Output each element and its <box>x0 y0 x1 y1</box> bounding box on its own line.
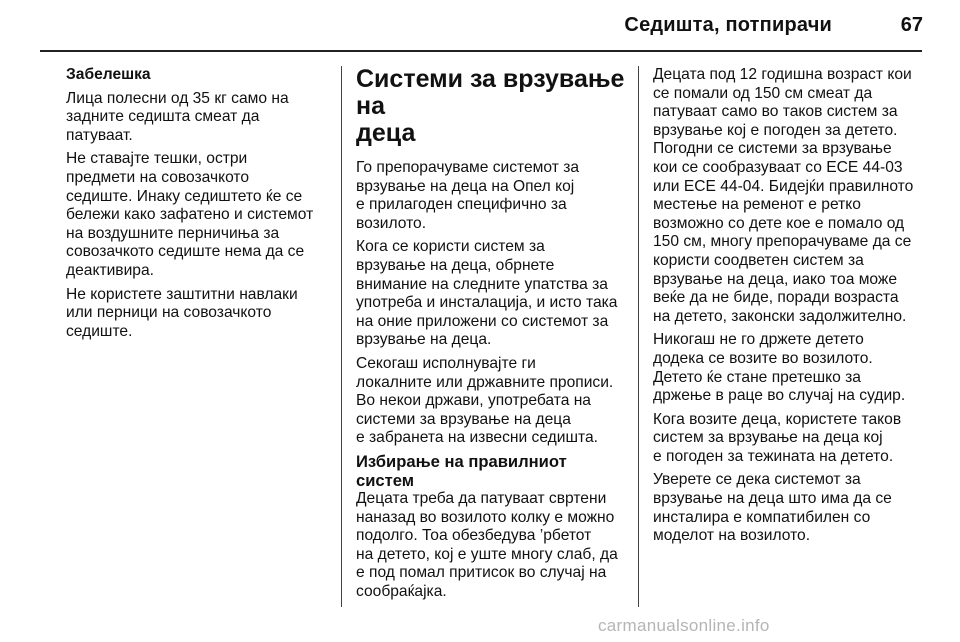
body-paragraph: Кога се користи систем за врзување на деца, обрнете внимание на следните упатства за употреба и инсталација, и исто така на оние приложени со системот за врзување на деца. <box>356 238 618 349</box>
page-header-title: Седишта, потпирачи <box>624 14 832 36</box>
column-divider <box>341 66 342 607</box>
body-paragraph: Уверете се дека системот за врзување на деца што има да се инсталира е компатибилен со моделот на возилото. <box>653 471 892 545</box>
column-divider <box>638 66 639 607</box>
column-left <box>66 66 332 346</box>
header-divider <box>40 50 922 52</box>
note-paragraph: Не користете заштитни навлаки или перници на совозачкото седиште. <box>66 285 298 340</box>
subsection-title: Избирање на правилниот систем <box>356 451 567 490</box>
note-paragraph: Не ставајте тешки, остри предмети на совозачкото седиште. Инаку седиштето ќе се бележи како зафатено и системот на воздушните перничиња за совозачкото седиште нема да се деактивира. <box>66 150 314 279</box>
section-title: Системи за врзување на деца <box>356 65 625 147</box>
body-paragraph: Секогаш исполнувајте ги локалните или државните прописи. Во некои држави, употребата на системи за врзување на деца е забранета на извесни седишта. <box>356 354 614 447</box>
note-title: Забелешка <box>66 66 151 83</box>
watermark: carmanualsonline.info <box>598 616 770 635</box>
column-middle <box>356 66 628 607</box>
page-number: 67 <box>900 14 923 36</box>
note-paragraph: Лица полесни од 35 кг само на задните седишта смеат да патуваат. <box>66 89 289 144</box>
body-paragraph: Децата под 12 годишна возраст кои се помали од 150 см смеат да патуваат само во таков систем за врзување кој е погоден за детето. Погодни се системи за врзување кои се сообразуваат со ECE 44-03 или ECE 44-04. Бидејќи правилното местење на ременот е ретко возможно со дете кое е помало од 150 см, многу препорачуваме да се користи соодветен систем за врзување на деца, иако тоа може веќе да не биде, поради возраста на детето, законски задолжително. <box>653 66 914 325</box>
column-right <box>653 66 933 551</box>
body-paragraph: Децата треба да патуваат свртени наназад во возилото колку е можно подолго. Тоа обезбедува ’рбетот на детето, кој е уште многу слаб, да е под помал притисок во случај на сообраќајка. <box>356 490 618 601</box>
body-paragraph: Кога возите деца, користете таков систем за врзување на деца кој е погоден за тежината на детето. <box>653 410 902 465</box>
body-paragraph: Никогаш не го држете детето додека се возите во возилото. Детето ќе стане претешко за држење в раце во случај на судир. <box>653 331 906 405</box>
body-paragraph: Го препорачуваме системот за врзување на деца на Опел кој е прилагоден специфично за возилото. <box>356 159 580 232</box>
